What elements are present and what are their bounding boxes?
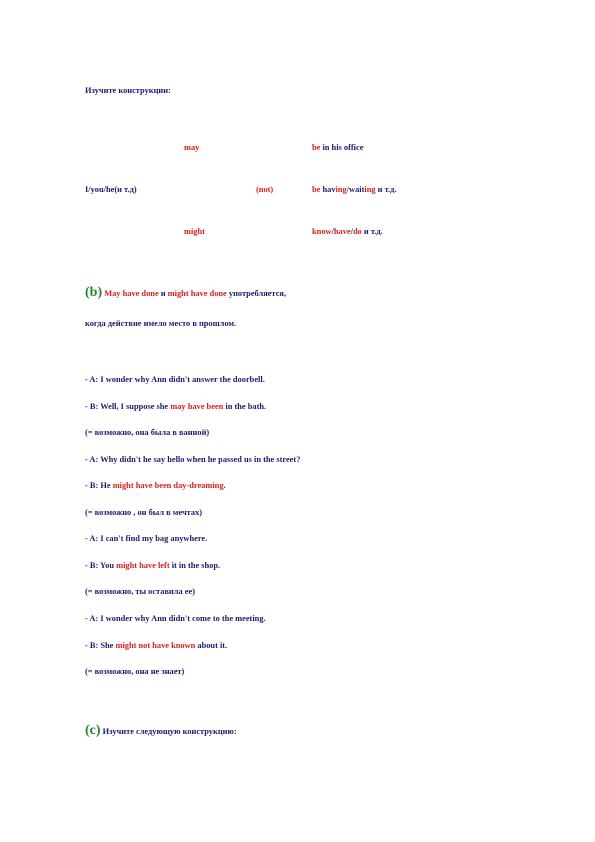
dialog-line: (= возможно, ты оставила ее) <box>85 587 196 596</box>
table-row1-verb: be <box>312 143 321 152</box>
table-row3-do: do <box>352 227 362 236</box>
section-c-heading <box>85 724 237 739</box>
table-row3-know: know <box>312 227 332 236</box>
section-b-phrase1: May have done <box>104 289 159 298</box>
dialog-line: - B: He might have been day-dreaming. <box>85 481 226 490</box>
dialog-line: - A: I wonder why Ann didn't come to the meeting. <box>85 614 266 623</box>
intro-text: Изучите конструкции: <box>85 86 171 95</box>
table-row2-rest: и т.д. <box>375 185 397 194</box>
table-may: may <box>184 143 200 152</box>
dialog-line: (= возможно, она не знает) <box>85 667 185 676</box>
table-might: might <box>184 227 205 236</box>
dialog-line: - B: Well, I suppose she may have been in the bath. <box>85 402 267 411</box>
dialog-line: - B: She might not have known about it. <box>85 641 228 650</box>
table-row3-right <box>312 227 383 237</box>
dialog-line: - A: I can't find my bag anywhere. <box>85 534 208 543</box>
table-row1-rest: in his office <box>320 143 364 152</box>
table-row2-part2: /wait <box>346 185 365 194</box>
section-c-text: Изучите следующую конструкцию: <box>100 727 237 736</box>
dialog-line: - B: You might have left it in the shop. <box>85 561 221 570</box>
dialog-line: (= возможно, она была в ванной) <box>85 428 210 437</box>
table-row1-right <box>312 143 363 153</box>
table-row3-slash2: / <box>350 227 353 236</box>
table-not: (not) <box>256 185 274 194</box>
section-b-heading <box>85 286 286 301</box>
section-b-rest: употребляется, <box>226 289 287 298</box>
dialog-line: - A: I wonder why Ann didn't answer the doorbell. <box>85 375 265 384</box>
section-b-line2: когда действие имело место в прошлом. <box>85 319 237 328</box>
section-b-phrase2: might have done <box>167 289 227 298</box>
table-row2-part1: hav <box>320 185 336 194</box>
table-row2-ing2: ing <box>364 185 376 194</box>
table-row2-verb: be <box>312 185 321 194</box>
table-row3-have: have <box>333 227 351 236</box>
table-row2-ing1: ing <box>335 185 347 194</box>
table-row3-rest: и т.д. <box>361 227 383 236</box>
section-c-marker: (c) <box>85 723 101 738</box>
dialog-line: (= возможно , он был в мечтах) <box>85 508 203 517</box>
table-row2-right <box>312 185 397 195</box>
dialog-line: - A: Why didn't he say hello when he passed us in the street? <box>85 455 301 464</box>
section-b-marker: (b) <box>85 285 103 300</box>
table-row3-slash1: / <box>331 227 334 236</box>
section-b-join: и <box>158 289 168 298</box>
table-subject: I/you/he(и т.д) <box>85 185 137 194</box>
